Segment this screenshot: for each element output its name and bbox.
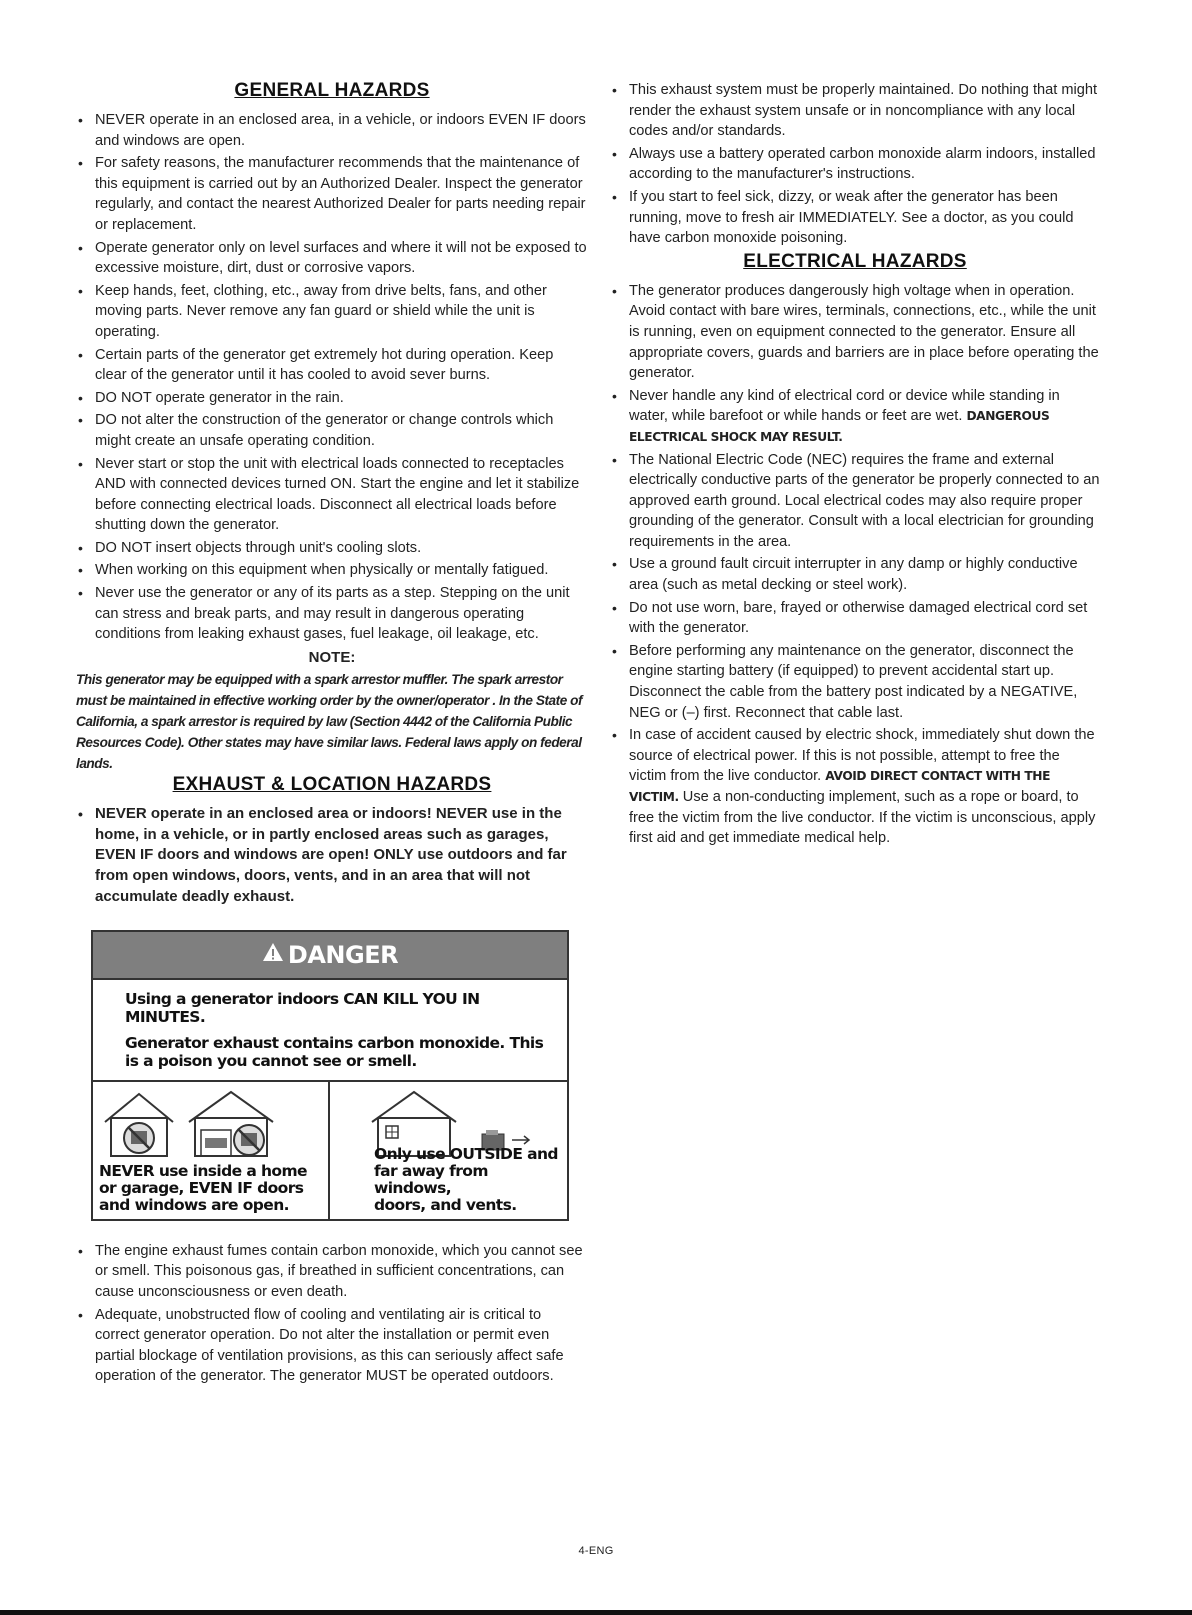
list-item: • Always use a battery operated carbon monoxide alarm indoors, installed according to the manufacturer's instructions. — [610, 144, 1100, 185]
list-item: • DO NOT insert objects through unit's cooling slots. — [76, 538, 588, 559]
list-item: • Never use the generator or any of its parts as a step. Stepping on the unit can stress and break parts, and may result in dangerous operating conditions from leaking exhaust gases, fuel leakage, oil leakage, etc. — [76, 583, 588, 645]
list-item: • DO not alter the construction of the generator or change controls which might create an unsafe operating condition. — [76, 410, 588, 451]
danger-box — [91, 930, 569, 1221]
list-item: • DO NOT operate generator in the rain. — [76, 388, 588, 409]
list-item: • Do not use worn, bare, frayed or otherwise damaged electrical cord set with the generator. — [610, 598, 1100, 639]
danger-panel-outdoors — [330, 1082, 567, 1219]
list-item: • Adequate, unobstructed flow of cooling and ventilating air is critical to correct generator operation. Do not alter the installation or permit even partial blockage of ventilation provisions, as this can seriously affect safe operation of the generator. The generator MUST be operated outdoors. — [76, 1305, 588, 1387]
danger-label: DANGER — [287, 940, 399, 969]
list-item: • The generator produces dangerously high voltage when in operation. Avoid contact with bare wires, terminals, connections, etc., while the unit is running, even on equipment connected to the generator. Ensure all appropriate covers, guards and barriers are in place before operating the generator. — [610, 281, 1100, 384]
list-item: • For safety reasons, the manufacturer recommends that the maintenance of this equipment is carried out by an Authorized Dealer. Inspect the generator regularly, and contact the nearest Authorized Dealer for parts needing repair or replacement. — [76, 153, 588, 235]
list-item: • NEVER operate in an enclosed area or indoors! NEVER use in the home, in a vehicle, or in partly enclosed areas such as garages, EVEN IF doors and windows are open! ONLY use outdoors and far from open windows, doors, vents, and in an area that will not accumulate deadly exhaust. — [76, 804, 588, 908]
list-item: • Never start or stop the unit with electrical loads connected to receptacles AND with connected devices turned ON. Start the engine and let it stabilize before connecting electrical loads. Disconnect all electrical loads before shutting down the generator. — [76, 454, 588, 536]
indoors-caption: NEVER use inside a home or garage, EVEN IF doors and windows are open. — [99, 1161, 307, 1214]
note-title: NOTE: — [308, 648, 356, 666]
page-number: 4-ENG — [578, 1545, 614, 1557]
list-item: • Certain parts of the generator get extremely hot during operation. Keep clear of the generator until it has cooled to avoid sever burns. — [76, 345, 588, 386]
danger-panels — [93, 1082, 567, 1219]
no-indoor-use-icon — [101, 1088, 281, 1158]
list-item: • Operate generator only on level surfaces and where it will not be exposed to excessive moisture, dirt, dust or corrosive vapors. — [76, 238, 588, 279]
electrical-hazards-list — [610, 281, 1100, 849]
list-item: • In case of accident caused by electric shock, immediately shut down the source of electrical power. If this is not possible, attempt to free the victim from the live conductor. AVOID DIRECT CONTACT WITH THE VICTIM. Use a non-conducting implement, such as a rope or board, to free the victim from the live conductor. If the victim is unconscious, apply first aid and get immediate medical help. — [610, 725, 1100, 849]
list-item: • If you start to feel sick, dizzy, or weak after the generator has been running, move to fresh air IMMEDIATELY. See a doctor, as you could have carbon monoxide poisoning. — [610, 187, 1100, 249]
shock-warning: DANGEROUS ELECTRICAL SHOCK MAY RESULT. — [629, 409, 1050, 444]
general-hazards-list — [76, 110, 588, 645]
warning-triangle-icon — [262, 942, 284, 967]
avoid-contact-warning: AVOID DIRECT CONTACT WITH THE VICTIM. — [629, 769, 1051, 804]
list-item: • Never handle any kind of electrical cord or device while standing in water, while barefoot or while hands or feet are wet. DANGEROUS ELECTRICAL SHOCK MAY RESULT. — [610, 386, 1100, 448]
general-hazards-heading: GENERAL HAZARDS — [234, 80, 430, 101]
list-item: • The engine exhaust fumes contain carbon monoxide, which you cannot see or smell. This poisonous gas, if breathed in sufficient concentrations, can cause unconsciousness or even death. — [76, 1241, 588, 1303]
electrical-hazards-heading: ELECTRICAL HAZARDS — [743, 250, 967, 272]
danger-line-2: Generator exhaust contains carbon monoxide. This is a poison you cannot see or smell. — [125, 1033, 544, 1070]
danger-panel-indoors — [93, 1082, 330, 1219]
bottom-rule — [0, 1610, 1192, 1615]
exhaust-continued-list — [610, 80, 1100, 249]
list-item: • The National Electric Code (NEC) requires the frame and external electrically conductive parts of the generator be properly connected to an approved earth ground. Local electrical codes may also require proper grounding of the generator. Consult with a local electrician for grounding requirements in the area. — [610, 450, 1100, 553]
note-body: This generator may be equipped with a spark arrestor muffler. The spark arrestor must be maintained in effective working order by the owner/operator . In the State of California, a spark arrestor is required by law (Section 4442 of the California Public Resources Code). Other states may have similar laws. Federal laws apply on federal lands. — [76, 671, 583, 771]
right-column — [610, 80, 1100, 851]
danger-message — [93, 980, 567, 1082]
danger-line-1: Using a generator indoors CAN KILL YOU IN MINUTES. — [125, 989, 480, 1026]
exhaust-hazards-list — [76, 1241, 588, 1387]
danger-header — [93, 932, 567, 980]
list-item: • Use a ground fault circuit interrupter in any damp or highly conductive area (such as metal decking or steel work). — [610, 554, 1100, 595]
list-item: • When working on this equipment when physically or mentally fatigued. — [76, 560, 588, 581]
list-item: • This exhaust system must be properly maintained. Do nothing that might render the exhaust system unsafe or in noncompliance with any local codes and/or standards. — [610, 80, 1100, 142]
outdoors-caption: Only use OUTSIDE and far away from windows, doors, and vents. — [374, 1144, 558, 1214]
list-item: • Before performing any maintenance on the generator, disconnect the engine starting battery (if equipped) to prevent accidental start up. Disconnect the cable from the battery post indicated by a NEGATIVE, NEG or (–) first. Reconnect that cable last. — [610, 641, 1100, 723]
left-column — [76, 80, 588, 1389]
list-item: • Keep hands, feet, clothing, etc., away from drive belts, fans, and other moving parts. Never remove any fan guard or shield while the unit is operating. — [76, 281, 588, 343]
exhaust-bold-list — [76, 804, 588, 908]
exhaust-location-hazards-heading: EXHAUST & LOCATION HAZARDS — [172, 773, 492, 795]
list-item: • NEVER operate in an enclosed area, in a vehicle, or indoors EVEN IF doors and windows are open. — [76, 110, 588, 151]
